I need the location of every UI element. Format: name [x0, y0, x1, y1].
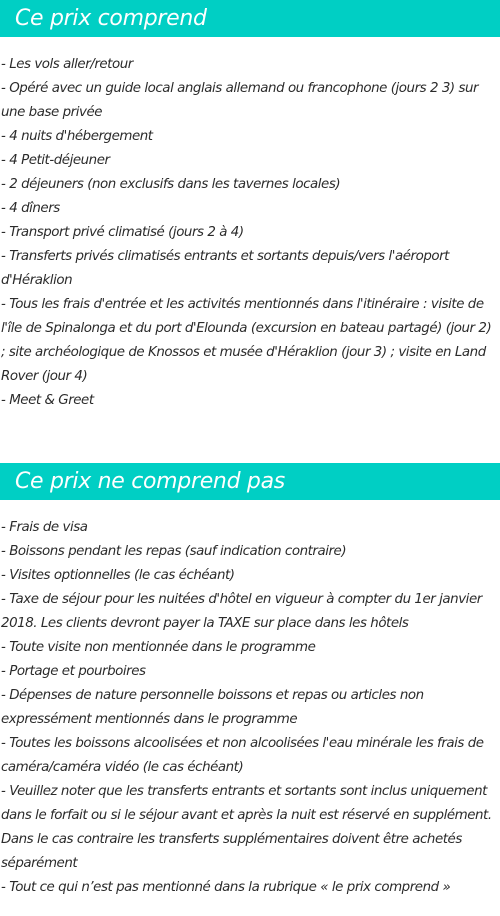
included-title: Ce prix comprend [15, 6, 207, 31]
excluded-title: Ce prix ne comprend pas [15, 469, 285, 494]
excluded-item: - Tout ce qui n’est pas mentionné dans la rubrique « le prix comprend » [1, 880, 451, 895]
included-item: - Opéré avec un guide local anglais allemand ou francophone (jours 2 3) sur une base privée [1, 81, 479, 120]
included-list [0, 53, 500, 413]
included-item: - 4 nuits d'hébergement [1, 129, 153, 144]
excluded-item: - Veuillez noter que les transferts entrants et sortants sont inclus uniquement dans le forfait ou si le séjour avant et après la nuit est réservé en supplément. Dans le cas contraire les transferts supplémentaires doivent être achetés séparément [1, 784, 492, 871]
excluded-item: - Toute visite non mentionnée dans le programme [1, 640, 316, 655]
excluded-banner [0, 463, 500, 500]
included-section [0, 0, 500, 413]
included-item: - 4 dîners [1, 201, 60, 216]
excluded-item: - Visites optionnelles (le cas échéant) [1, 568, 235, 583]
excluded-section [0, 463, 500, 900]
included-item: - Les vols aller/retour [1, 57, 133, 72]
included-item: - Meet & Greet [1, 393, 94, 408]
excluded-item: - Dépenses de nature personnelle boissons et repas ou articles non expressément mentionnés dans le programme [1, 688, 424, 727]
excluded-item: - Portage et pourboires [1, 664, 146, 679]
included-item: - Tous les frais d'entrée et les activités mentionnés dans l'itinéraire : visite de l'île de Spinalonga et du port d'Elounda (excursion en bateau partagé) (jour 2) ; site archéologique de Knossos et musée d'Héraklion (jour 3) ; visite en Land Rover (jour 4) [1, 297, 492, 384]
included-item: - Transferts privés climatisés entrants et sortants depuis/vers l'aéroport d'Héraklion [1, 249, 449, 288]
excluded-item: - Taxe de séjour pour les nuitées d'hôtel en vigueur à compter du 1er janvier 2018. Les clients devront payer la TAXE sur place dans les hôtels [1, 592, 482, 631]
included-item: - 2 déjeuners (non exclusifs dans les tavernes locales) [1, 177, 341, 192]
included-item: - Transport privé climatisé (jours 2 à 4) [1, 225, 244, 240]
included-banner [0, 0, 500, 37]
excluded-item: - Toutes les boissons alcoolisées et non alcoolisées l'eau minérale les frais de caméra/caméra vidéo (le cas échéant) [1, 736, 484, 775]
included-item: - 4 Petit-déjeuner [1, 153, 110, 168]
excluded-list [0, 516, 500, 900]
excluded-item: - Boissons pendant les repas (sauf indication contraire) [1, 544, 347, 559]
excluded-item: - Frais de visa [1, 520, 88, 535]
